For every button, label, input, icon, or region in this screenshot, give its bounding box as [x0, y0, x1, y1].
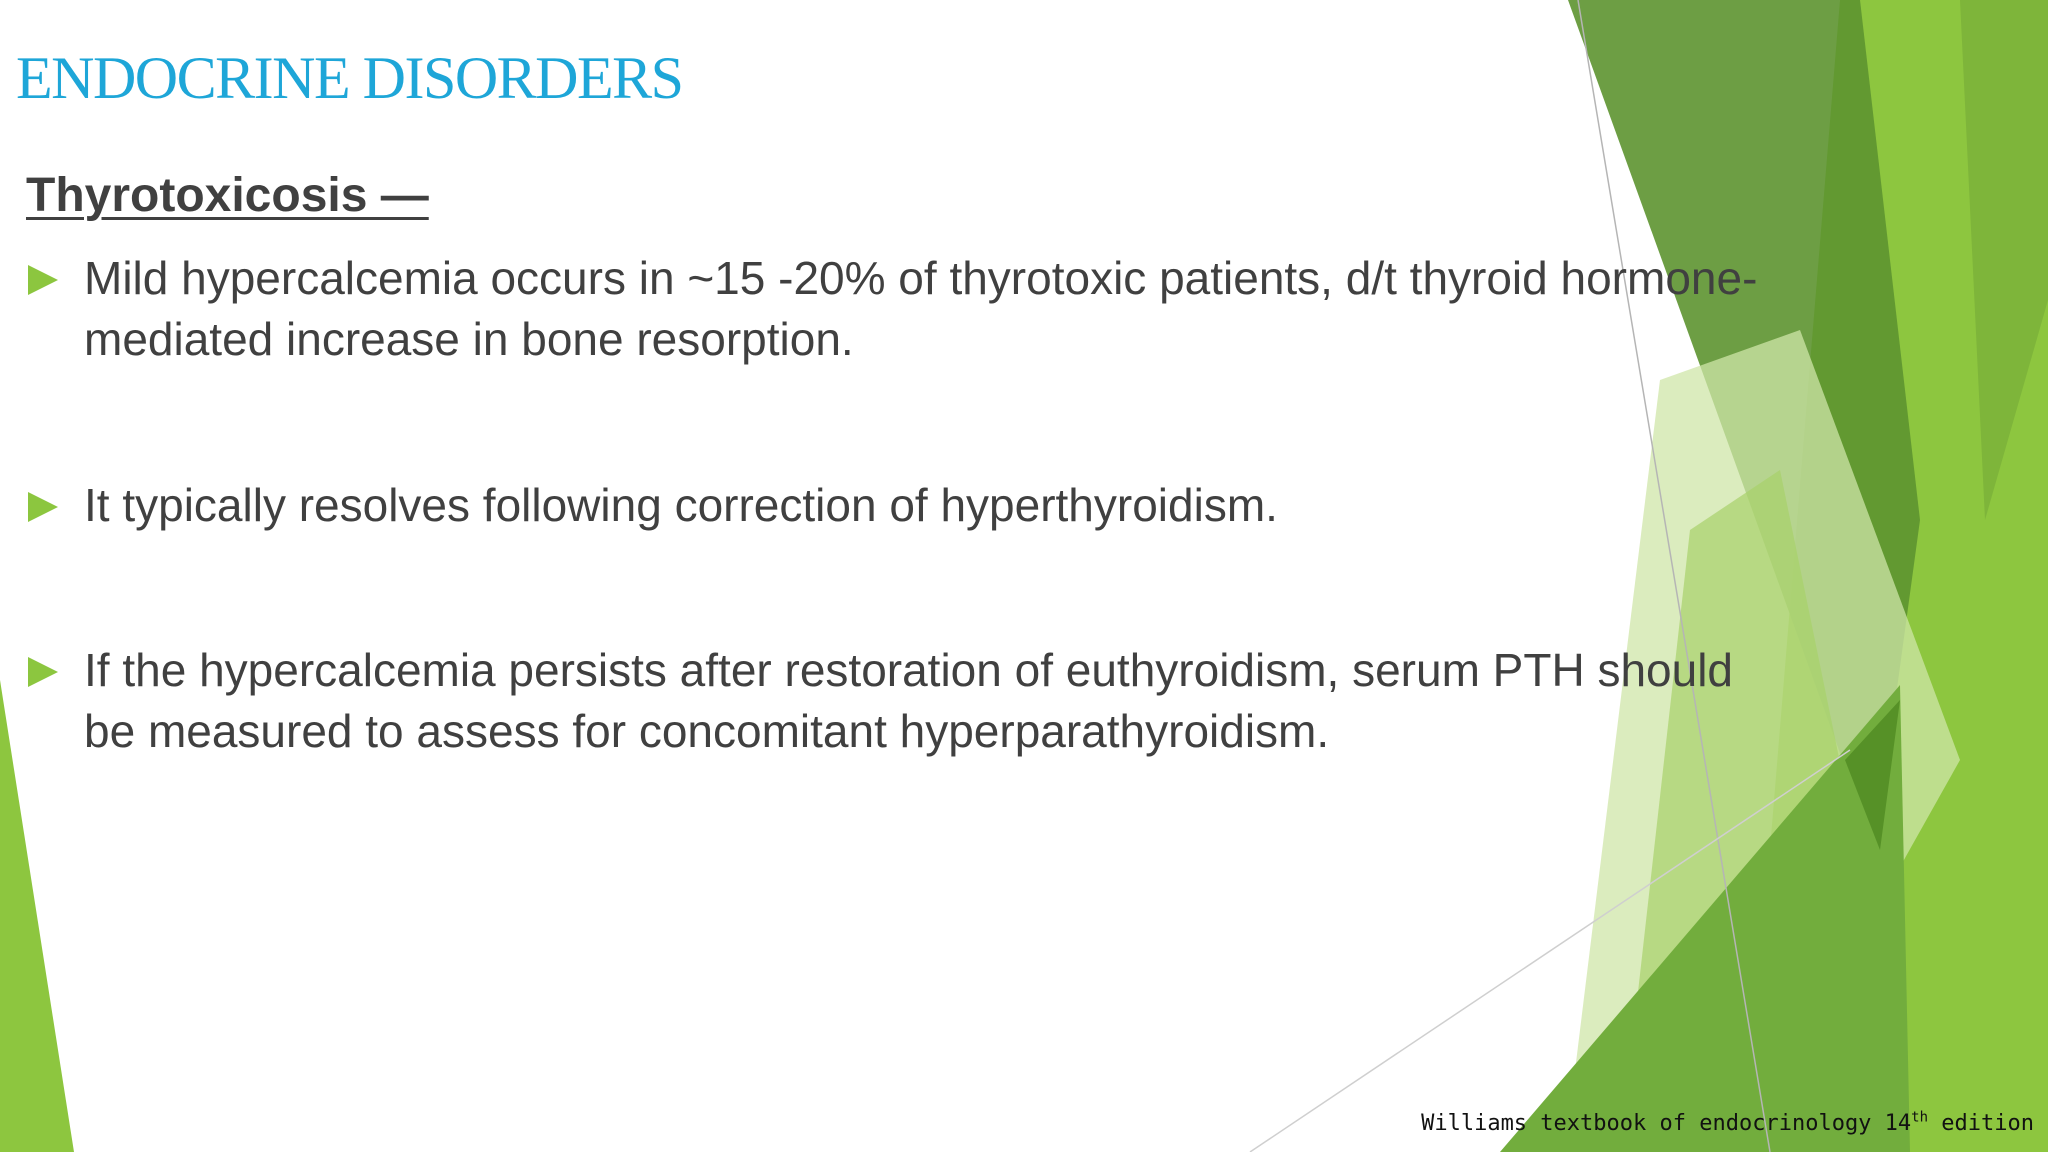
slide-subtitle: Thyrotoxicosis — [26, 169, 429, 222]
citation [1421, 1110, 2034, 1138]
bullet-text: It typically resolves following correction of hyperthyroidism. [84, 479, 1278, 531]
bullet-item [28, 248, 1768, 370]
triangle-bullet-icon [28, 265, 58, 295]
slide-title: ENDOCRINE DISORDERS [16, 45, 683, 111]
bullet-text: Mild hypercalcemia occurs in ~15 -20% of thyrotoxic patients, d/t thyroid hormone-mediated increase in bone resorption. [84, 252, 1758, 365]
bullet-item [28, 475, 1768, 536]
citation-superscript: th [1911, 1109, 1929, 1126]
bullet-text: If the hypercalcemia persists after restoration of euthyroidism, serum PTH should be measured to assess for concomitant hyperparathyroidism. [84, 644, 1734, 757]
bullet-item [28, 640, 1768, 762]
triangle-bullet-icon [28, 492, 58, 522]
citation-text: Williams textbook of endocrinology 14 [1421, 1111, 1912, 1136]
citation-suffix: edition [1928, 1111, 2034, 1136]
triangle-bullet-icon [28, 657, 58, 687]
